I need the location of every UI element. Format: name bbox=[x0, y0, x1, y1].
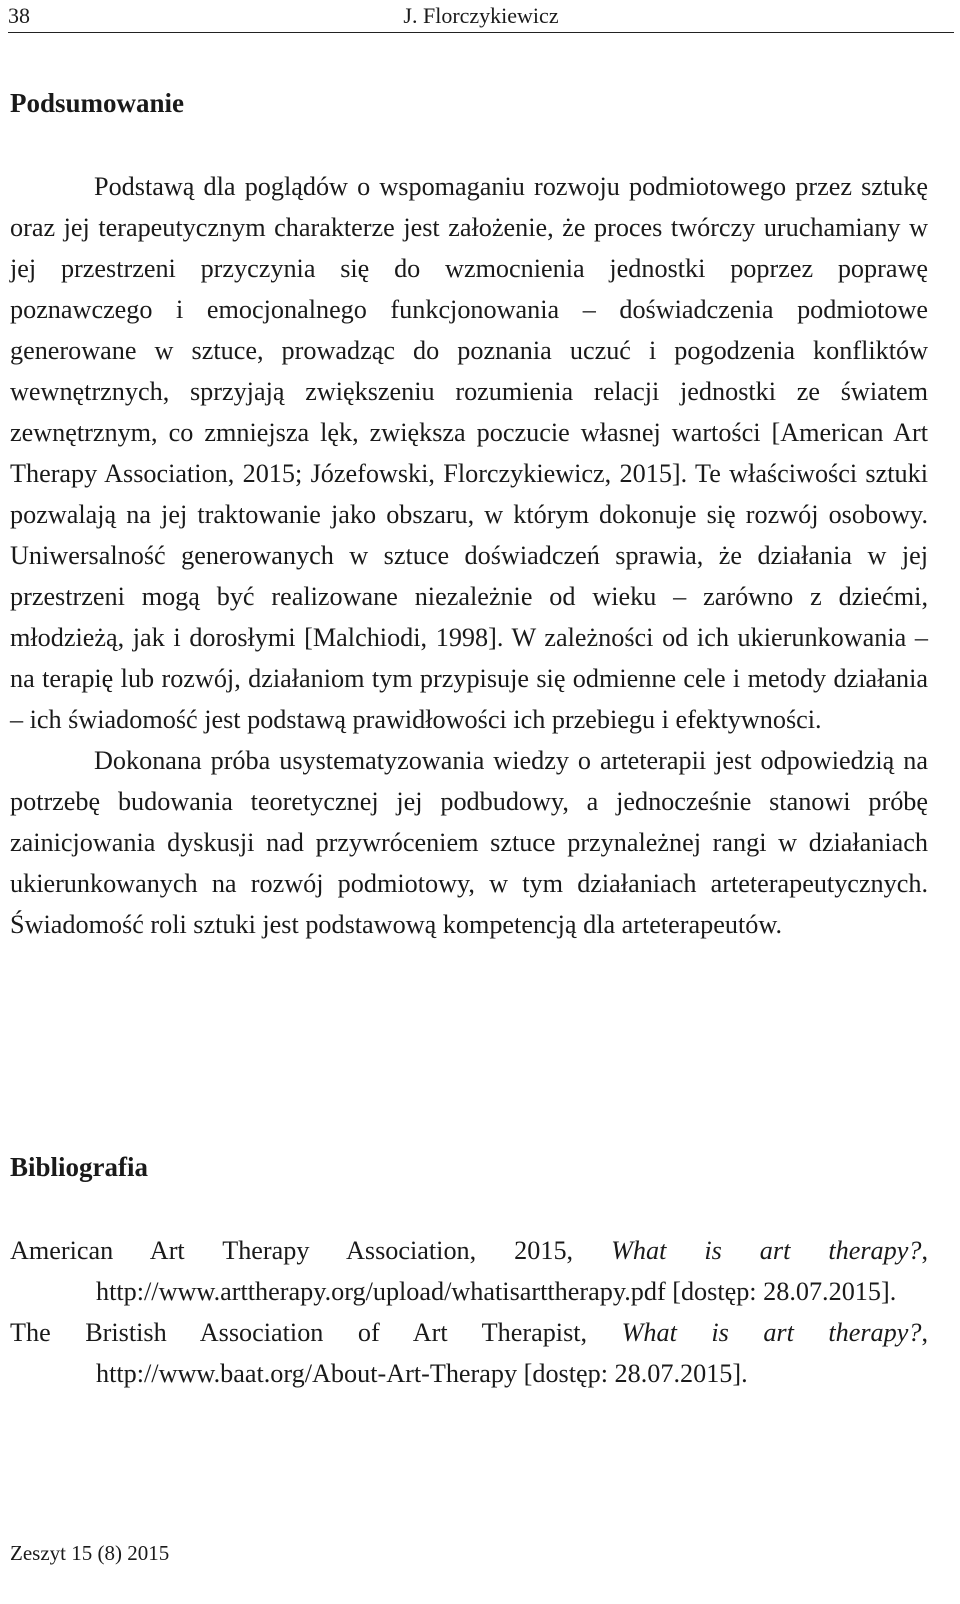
bibliography-list bbox=[10, 1230, 928, 1394]
bib-url[interactable]: http://www.baat.org/About-Art-Therapy bbox=[96, 1359, 518, 1388]
bib-title: What is art therapy? bbox=[621, 1318, 922, 1347]
page-number: 38 bbox=[8, 3, 30, 28]
running-head: J. Florczykiewicz bbox=[403, 3, 559, 28]
section-heading-summary: Podsumowanie bbox=[10, 88, 185, 118]
paragraph: Podstawą dla poglądów o wspomaganiu rozwoju podmiotowego przez sztukę oraz jej terapeutycznym charakterze jest założenie, że proces twórczy uruchamiany w jej przestrzeni przyczynia się do wzmocnienia jednostki poprzez poprawę poznawczego i emocjonalnego funkcjonowania – doświadczenia podmiotowe generowane w sztuce, prowadząc do poznania uczuć i pogodzenia konfliktów wewnętrznych, sprzyjają zwiększeniu rozumienia relacji jednostki ze światem zewnętrznym, co zmniejsza lęk, zwiększa poczucie własnej wartości [American Art Therapy Association, 2015; Józefowski, Florczykiewicz, 2015]. Te właściwości sztuki pozwalają na jej traktowanie jako obszaru, w którym dokonuje się rozwój osobowy. Uniwersalność generowanych w sztuce doświadczeń sprawia, że działania w jej przestrzeni mogą być realizowane niezależnie od wieku – zarówno z dziećmi, młodzieżą, jak i dorosłymi [Malchiodi, 1998]. W zależności od ich ukierunkowania – na terapię lub rozwój, działaniom tym przypisuje się odmienne cele i metody działania – ich świadomość jest podstawą prawidłowości ich przebiegu i efektywności. bbox=[10, 172, 928, 734]
page-header bbox=[8, 2, 954, 33]
section-heading-bibliography: Bibliografia bbox=[10, 1152, 149, 1182]
bibliography-entry bbox=[10, 1312, 928, 1394]
paragraph: Dokonana próba usystematyzowania wiedzy o arteterapii jest odpowiedzią na potrzebę budowania teoretycznej jej podbudowy, a jednocześnie stanowi próbę zainicjowania dyskusji nad przywróceniem sztuce przynależnej rangi w działaniach ukierunkowanych na rozwój podmiotowy, w tym działaniach arteterapeutycznych. Świadomość roli sztuki jest podstawową kompetencją dla arteterapeutów. bbox=[10, 746, 928, 939]
page-footer: Zeszyt 15 (8) 2015 bbox=[10, 1541, 170, 1565]
bib-separator: , bbox=[921, 1318, 928, 1347]
bib-author: The Bristish Association of Art Therapist, bbox=[10, 1318, 588, 1347]
bib-url[interactable]: http://www.arttherapy.org/upload/whatisarttherapy.pdf bbox=[96, 1277, 666, 1306]
bibliography-entry bbox=[10, 1230, 928, 1312]
bib-title: What is art therapy? bbox=[611, 1236, 922, 1265]
bib-separator: , bbox=[921, 1236, 928, 1265]
bib-author: American Art Therapy Association, 2015, bbox=[10, 1236, 574, 1265]
bib-access-date: [dostęp: 28.07.2015]. bbox=[523, 1359, 748, 1388]
bib-access-date: [dostęp: 28.07.2015]. bbox=[672, 1277, 897, 1306]
summary-body bbox=[10, 166, 928, 945]
